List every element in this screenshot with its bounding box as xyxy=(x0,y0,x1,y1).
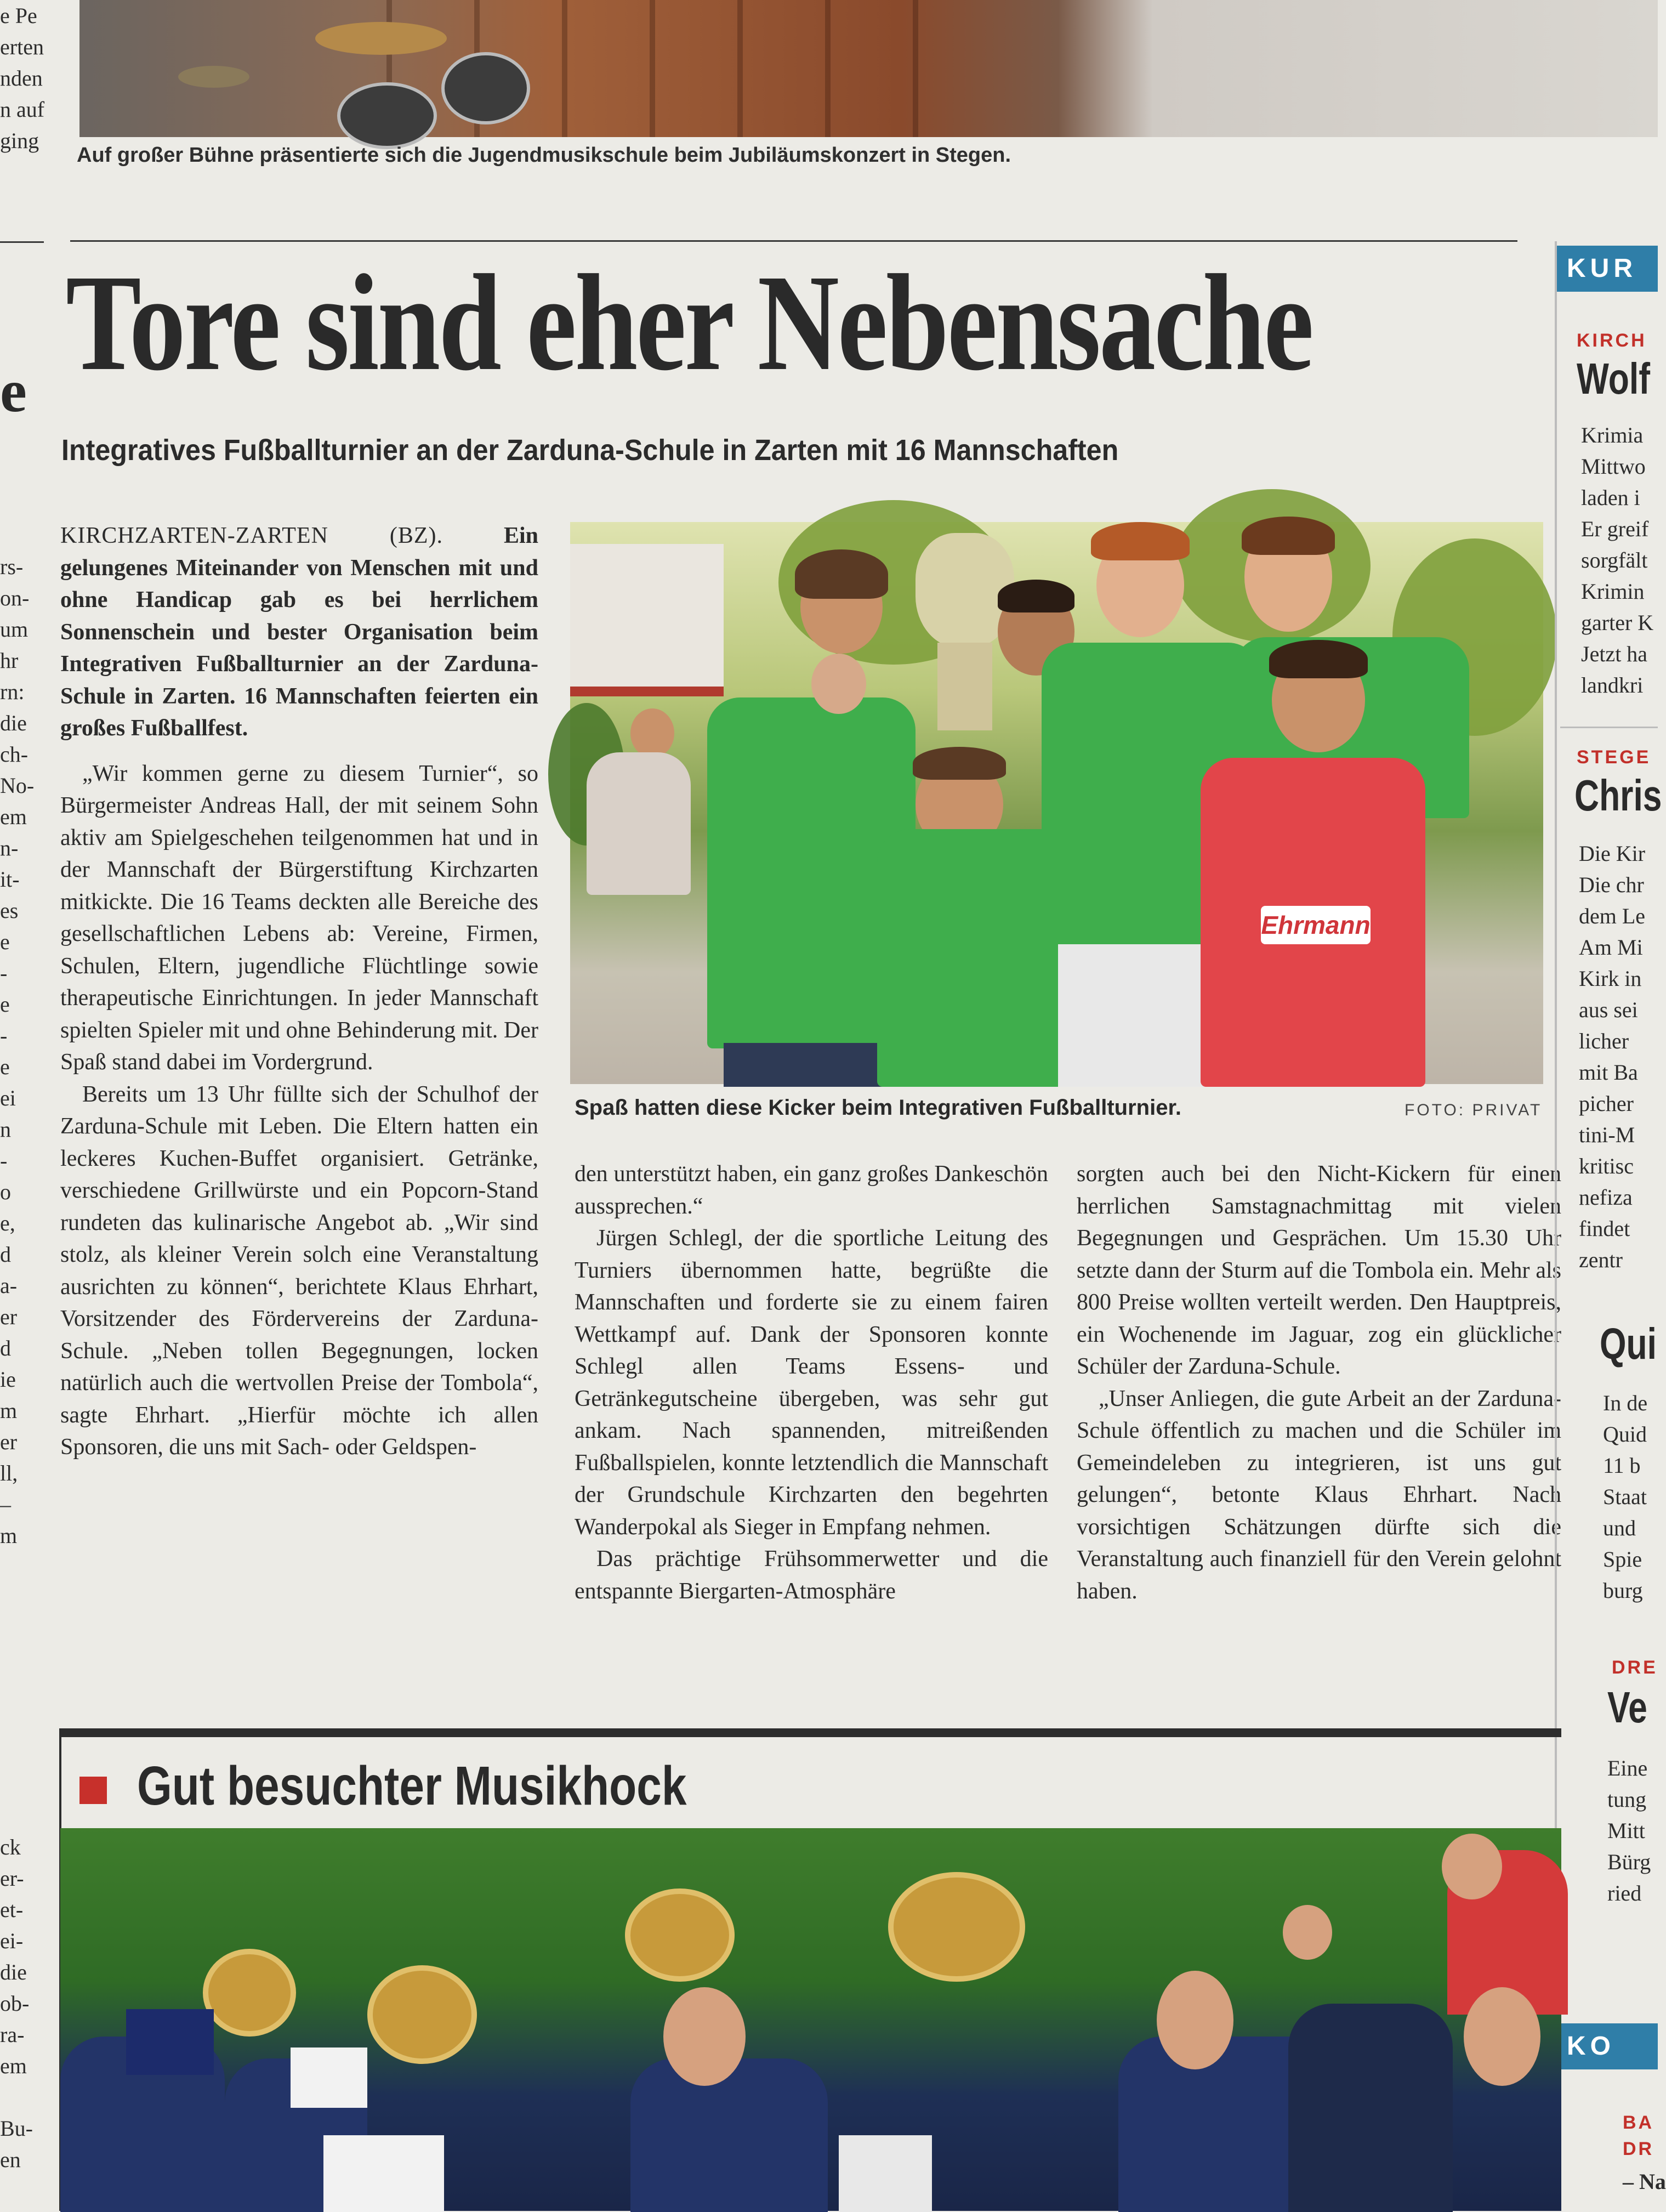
sidebar-tab: KO xyxy=(1557,2023,1658,2069)
column-fragment-line: ob- xyxy=(0,1991,30,2016)
sidebar-text-line: Die chr xyxy=(1579,872,1644,897)
sidebar-location: DRE xyxy=(1612,1657,1658,1678)
sidebar-text-line: 11 b xyxy=(1603,1453,1641,1478)
article-headline: Tore sind eher Nebensache xyxy=(66,246,1312,399)
sidebar-text-line: Krimin xyxy=(1581,579,1645,604)
sidebar-text-line: und xyxy=(1603,1516,1636,1540)
column-fragment-line: die xyxy=(0,1960,27,1984)
sidebar-headline: Chris xyxy=(1574,771,1662,820)
sidebar-text-line: tung xyxy=(1607,1787,1647,1812)
sidebar-text-line: garter K xyxy=(1581,610,1654,635)
sidebar-divider xyxy=(1560,727,1658,728)
column-fragment-line: - xyxy=(0,961,8,985)
sidebar-text-line: ried xyxy=(1607,1881,1642,1905)
column-fragment-line: erten xyxy=(0,35,44,59)
sidebar-text-line: mit Ba xyxy=(1579,1060,1638,1085)
column-fragment-line: e xyxy=(0,1054,10,1079)
paragraph: „Unser Anliegen, die gute Arbeit an der Zarduna-Schule öffentlich zu machen und die Schüler im Gemeindeleben zu integrieren, ist uns gut gelungen“, betonte Klaus Ehrhart. Nach vorsichtigen Schätzungen dürfte sich die Veranstaltung auch finanziell für den Verein gelohnt haben. xyxy=(1077,1386,1561,1604)
photo-credit: FOTO: PRIVAT xyxy=(1405,1101,1543,1119)
column-fragment-line: m xyxy=(0,1398,18,1423)
column-fragment-line: ch- xyxy=(0,742,29,767)
column-fragment-line: e, xyxy=(0,1211,15,1235)
column-fragment-line: e Pe xyxy=(0,3,37,28)
paragraph: den unterstützt haben, ein ganz großes Dankeschön aussprechen.“ xyxy=(575,1161,1048,1219)
column-fragment-line: er- xyxy=(0,1866,24,1891)
musik-headline: Gut besuchter Musikhock xyxy=(137,1755,687,1817)
column-fragment-line: o xyxy=(0,1179,11,1204)
sidebar-text-line: Bürg xyxy=(1607,1850,1651,1874)
article-column-1 xyxy=(60,520,538,1464)
column-fragment-line: ei xyxy=(0,1086,16,1110)
sidebar-text-line: Er greif xyxy=(1581,517,1649,541)
sidebar-text: – Na xyxy=(1623,2169,1666,2194)
section-rule xyxy=(59,1728,1561,1737)
sidebar-location: DR xyxy=(1623,2139,1654,2159)
column-fragment-line: rn: xyxy=(0,679,25,704)
dateline: KIRCHZARTEN-ZARTEN (BZ). xyxy=(60,523,443,548)
sidebar-text-line: landkri xyxy=(1581,673,1644,697)
column-fragment-line: a- xyxy=(0,1273,18,1298)
sidebar-text xyxy=(1607,1752,1651,1909)
article-column-2 xyxy=(575,1158,1048,1607)
sidebar-text-line: burg xyxy=(1603,1578,1643,1603)
column-fragment-line: um xyxy=(0,617,29,642)
photo-caption: Spaß hatten diese Kicker beim Integrativen Fußballturnier. xyxy=(575,1096,1181,1120)
shirt-sponsor-logo: Ehrmann xyxy=(1261,906,1371,944)
sidebar-text-line: Am Mi xyxy=(1579,935,1643,960)
column-fragment-line: en xyxy=(0,2147,21,2172)
column-fragment-line: ei- xyxy=(0,1929,24,1953)
sidebar-location: BA xyxy=(1623,2112,1654,2133)
column-fragment-line: ll, xyxy=(0,1461,18,1485)
lead-text: Ein gelungenes Miteinander von Menschen mit und ohne Handicap gab es bei herrlichem Sonnenschein und bester Organisation beim Integrativen Fußballturnier an der Zarduna-Schule in Zarten. 16 Mannschaften feierten ein großes Fußballfest. xyxy=(60,523,538,741)
column-fragment-line: d xyxy=(0,1242,11,1267)
column-fragment-line: n auf xyxy=(0,97,45,122)
sidebar-text-line: dem Le xyxy=(1579,904,1646,928)
column-fragment-line: n xyxy=(0,1117,11,1142)
sidebar-headline: Qui xyxy=(1600,1319,1657,1368)
sidebar-text-line: findet xyxy=(1579,1216,1630,1241)
sidebar-text-line: Jetzt ha xyxy=(1581,642,1648,666)
sidebar-location: STEGE xyxy=(1577,747,1651,768)
column-fragment-line: Bu- xyxy=(0,2116,33,2141)
column-fragment-line: ging xyxy=(0,128,39,153)
column-fragment-line: hr xyxy=(0,648,19,673)
sidebar-headline: Ve xyxy=(1607,1683,1647,1732)
column-fragment-line: it- xyxy=(0,867,20,892)
sidebar-text-line: zentr xyxy=(1579,1247,1623,1272)
sidebar-text-line: Die Kir xyxy=(1579,841,1646,866)
column-fragment-line: rs- xyxy=(0,554,24,579)
sidebar-text-line: laden i xyxy=(1581,485,1640,510)
paragraph: Bereits um 13 Uhr füllte sich der Schulhof der Zarduna-Schule mit Leben. Die Eltern hatten ein leckeres Kuchen-Buffet organisiert. Getränke, verschiedene Grillwürste und ein Popcorn-Stand rundeten das kulinarische Angebot ab. „Wir sind stolz, als kleiner Verein solch eine Veranstaltung ausrichten zu können“, berichtete Klaus Ehrhart, Vorsitzender des Fördervereins der Zarduna-Schule. „Neben tollen Begegnungen, locken natürlich auch die wertvollen Preise der Tombola“, sagte Ehrhart. „Hierfür möchte ich allen Sponsoren, die uns mit Sach- oder Geldspen- xyxy=(60,1081,538,1460)
column-fragment-line: et- xyxy=(0,1897,24,1922)
article-lead xyxy=(60,520,538,745)
sidebar-text-line: Mitt xyxy=(1607,1818,1645,1843)
sidebar-text-line: licher xyxy=(1579,1029,1629,1053)
concert-photo-caption: Auf großer Bühne präsentierte sich die Jugendmusikschule beim Jubiläumskonzert in Stegen. xyxy=(77,144,1011,167)
sidebar-text xyxy=(1579,838,1645,1275)
sidebar-text-line: Staat xyxy=(1603,1484,1647,1509)
article-subheadline: Integratives Fußballturnier an der Zarduna-Schule in Zarten mit 16 Mannschaften xyxy=(61,434,1119,467)
left-column-fragment-mid xyxy=(0,551,34,1551)
headline-marker-icon xyxy=(79,1777,107,1804)
sidebar-location: KIRCH xyxy=(1577,330,1647,351)
sidebar-text-line: Eine xyxy=(1607,1756,1648,1780)
column-fragment-line: on- xyxy=(0,586,30,610)
sidebar-text-line: Quid xyxy=(1603,1422,1647,1447)
column-fragment-line: nden xyxy=(0,66,43,90)
column-fragment-line: ck xyxy=(0,1835,21,1859)
left-headline-fragment: e xyxy=(0,358,27,424)
column-fragment-line: er xyxy=(0,1430,18,1454)
column-fragment-line: ra- xyxy=(0,2022,25,2047)
sidebar-text-line: Kirk in xyxy=(1579,966,1642,991)
article-column-3 xyxy=(1077,1158,1561,1607)
column-fragment-line: die xyxy=(0,711,27,735)
column-fragment-line: em xyxy=(0,2054,27,2078)
concert-photo xyxy=(79,0,1658,137)
sidebar-text-line: tini-M xyxy=(1579,1122,1635,1147)
sidebar-text-line: nefiza xyxy=(1579,1185,1633,1210)
column-fragment-line: er xyxy=(0,1304,18,1329)
column-fragment-line: ie xyxy=(0,1367,16,1392)
column-fragment-line: e xyxy=(0,992,10,1017)
sidebar-text-line: Mittwo xyxy=(1581,454,1646,479)
sidebar-text-line: picher xyxy=(1579,1091,1634,1116)
column-fragment-line: - xyxy=(0,1023,8,1048)
musikhock-photo xyxy=(60,1828,1561,2211)
column-fragment-line: No- xyxy=(0,773,35,798)
column-fragment-line: - xyxy=(0,1148,8,1173)
divider xyxy=(0,241,44,243)
left-column-fragment-top xyxy=(0,0,44,156)
left-column-fragment-bottom xyxy=(0,1831,33,2175)
sidebar-text-line: aus sei xyxy=(1579,997,1638,1022)
sidebar-text-line: In de xyxy=(1603,1391,1648,1415)
sidebar-tab: KUR xyxy=(1557,246,1658,292)
column-fragment-line: d xyxy=(0,1336,11,1360)
sidebar-text-line: Krimia xyxy=(1581,423,1644,447)
paragraph: Das prächtige Frühsommerwetter und die entspannte Biergarten-Atmosphäre xyxy=(575,1546,1048,1604)
column-fragment-line: es xyxy=(0,898,19,923)
column-fragment-line: – xyxy=(0,1492,11,1517)
sidebar-text-line: Spie xyxy=(1603,1547,1642,1572)
sidebar-text xyxy=(1603,1387,1647,1606)
paragraph: „Wir kommen gerne zu diesem Turnier“, so Bürgermeister Andreas Hall, der mit seinem Sohn aktiv am Spielgeschehen teilgenommen hat und in der Mannschaft der Bürgerstiftung Kirchzarten mitkickte. Die 16 Teams deckten alle Bereiche des gesellschaftlichen Lebens ab: Vereine, Firmen, Schulen, Eltern, jugendliche Flüchtlinge sowie therapeutische Einrichtungen. In jeder Mannschaft spielten Spieler mit und ohne Behinderung mit. Der Spaß stand dabei im Vordergrund. xyxy=(60,761,538,1075)
paragraph: Jürgen Schlegl, der die sportliche Leitung des Turniers übernommen hatte, begrüßte die Mannschaften und forderte sie zu einem fairen Wettkampf auf. Dank der Sponsoren konnte Schlegl allen Teams Essens- und Getränkegutscheine übergeben, was sehr gut ankam. Nach spannenden, mitreißenden Fußballspielen, konnte letztendlich die Mannschaft der Grundschule Kirchzarten den begehrten Wanderpokal als Sieger in Empfang nehmen. xyxy=(575,1226,1048,1540)
paragraph: sorgten auch bei den Nicht-Kickern für einen herrlichen Samstagnachmittag mit vielen Begegnungen und Gesprächen. Um 15.30 Uhr setzte dann der Sturm auf die Tombola ein. Mehr als 800 Preise wollten verteilt werden. Den Hauptpreis, ein Wochenende im Jaguar, zog ein glücklicher Schüler der Zarduna-Schule. xyxy=(1077,1161,1561,1379)
column-fragment-line xyxy=(0,2081,33,2113)
column-fragment-line: e xyxy=(0,929,10,954)
sidebar-text-line: sorgfält xyxy=(1581,548,1648,572)
sidebar-headline: Wolf xyxy=(1577,354,1651,403)
kicker-photo xyxy=(570,522,1543,1084)
sidebar-text xyxy=(1581,419,1653,701)
column-fragment-line: m xyxy=(0,1523,18,1548)
sidebar-text-line: kritisc xyxy=(1579,1154,1634,1178)
column-fragment-line: n- xyxy=(0,836,19,860)
column-fragment-line: em xyxy=(0,804,27,829)
